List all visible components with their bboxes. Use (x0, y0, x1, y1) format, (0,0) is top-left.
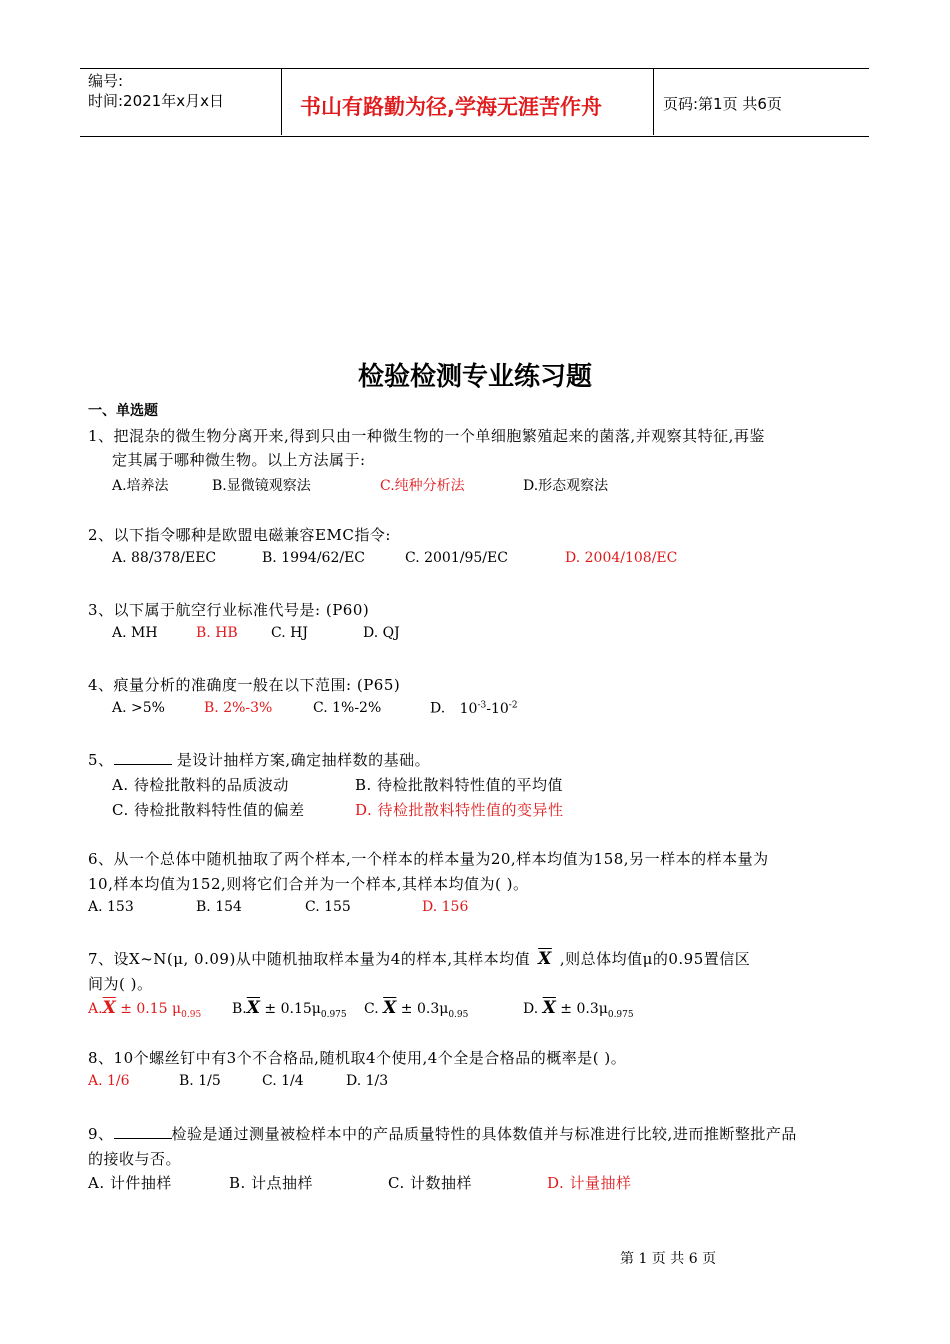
q9-option-d-answer: D. 计量抽样 (547, 1174, 632, 1192)
q4-option-d (430, 700, 518, 717)
q1-option-a: A.培养法 (112, 478, 169, 494)
q3-option-a: A. MH (112, 625, 158, 641)
question-6-text: 6、从一个总体中随机抽取了两个样本,一个样本的样本量为20,样本均值为158,另一样本的样本量为 (88, 850, 769, 868)
question-7-text: 7、设X~N(μ, 0.09)从中随机抽取样本量为4的样本,其样本均值 $\overline{X}$ ,则总体均值μ的0.95置信区 (88, 949, 751, 969)
question-7-text-cont: 间为( )。 (88, 975, 153, 993)
question-6-text-cont: 10,样本均值为152,则将它们合并为一个样本,其样本均值为( )。 (88, 875, 529, 893)
q7-option-a-answer: $A.\overline{X} \pm 0.15$ $\mu_{0.95}$ (88, 998, 202, 1020)
q5-option-b: B. 待检批散料特性值的平均值 (355, 776, 564, 794)
q2-option-d-answer: D. 2004/108/EC (565, 550, 678, 566)
question-5-text: 5、 是设计抽样方案,确定抽样数的基础。 (88, 751, 431, 769)
date-label: 时间:2021年x月x日 (88, 92, 224, 110)
q4-option-d-value: $10^{-3}-10^{-2}$ (459, 700, 518, 717)
q5-option-a: A. 待检批散料的品质波动 (112, 776, 289, 794)
q7-option-c: C. $\overline{X} \pm 0.3\mu_{0.95}$ (364, 998, 469, 1020)
q8-option-a-answer: A. 1/6 (88, 1073, 130, 1089)
fill-blank (114, 750, 172, 765)
motto: 书山有路勤为径,学海无涯苦作舟 (300, 95, 602, 119)
question-8-text: 8、10个螺丝钉中有3个不合格品,随机取4个使用,4个全是合格品的概率是( )。 (88, 1049, 627, 1067)
fill-blank (114, 1124, 172, 1139)
question-2-text: 2、以下指令哪种是欧盟电磁兼容EMC指令: (88, 526, 391, 544)
q9-option-c: C. 计数抽样 (388, 1174, 472, 1192)
q4-option-a: A. >5% (112, 700, 165, 716)
question-9-text-cont: 的接收与否。 (88, 1150, 182, 1168)
q4-option-c: C. 1%-2% (313, 700, 382, 716)
q6-option-d-answer: D. 156 (422, 899, 469, 915)
q1-option-d: D.形态观察法 (523, 478, 609, 494)
q3-option-c: C. HJ (271, 625, 308, 641)
question-1-text-cont: 定其属于哪种微生物。以上方法属于: (112, 451, 366, 469)
q2-option-c: C. 2001/95/EC (405, 550, 508, 566)
header-divider (281, 68, 282, 135)
q7-option-b: $B.\overline{X} \pm 0.15\mu_{0.975}$ (232, 998, 347, 1020)
header-divider (653, 68, 654, 135)
page-code: 页码:第1页 共6页 (663, 95, 782, 113)
q8-option-c: C. 1/4 (262, 1073, 304, 1089)
question-3-text: 3、以下属于航空行业标准代号是: (P60) (88, 601, 370, 619)
page-title: 检验检测专业练习题 (357, 362, 592, 392)
q4-option-b-answer: B. 2%-3% (204, 700, 273, 716)
q3-option-d: D. QJ (363, 625, 400, 641)
question-9-text: 9、 检验是通过测量被检样本中的产品质量特性的具体数值并与标准进行比较,进而推断整批产品 (88, 1125, 797, 1143)
q4-option-d-label: D. (430, 700, 446, 717)
question-4-text: 4、痕量分析的准确度一般在以下范围: (P65) (88, 676, 401, 694)
question-1-text: 1、把混杂的微生物分离开来,得到只由一种微生物的一个单细胞繁殖起来的菌落,并观察其特征,再鉴 (88, 427, 765, 445)
serial-label: 编号: (88, 72, 124, 90)
q7-option-d: D. $\overline{X} \pm 0.3\mu_{0.975}$ (523, 998, 634, 1020)
q5-option-d-answer: D. 待检批散料特性值的变异性 (355, 801, 564, 819)
q2-option-a: A. 88/378/EEC (112, 550, 217, 566)
section-heading: 一、单选题 (88, 403, 158, 419)
q6-option-b: B. 154 (196, 899, 242, 915)
q1-option-b: B.显微镜观察法 (212, 478, 311, 494)
q6-option-a: A. 153 (88, 899, 134, 915)
sample-mean-symbol: $\overline{X}$ (538, 949, 552, 969)
q9-option-b: B. 计点抽样 (229, 1174, 314, 1192)
q5-option-c: C. 待检批散料特性值的偏差 (112, 801, 305, 819)
q3-option-b-answer: B. HB (196, 625, 238, 641)
q8-option-d: D. 1/3 (346, 1073, 389, 1089)
q8-option-b: B. 1/5 (179, 1073, 221, 1089)
q6-option-c: C. 155 (305, 899, 351, 915)
q9-option-a: A. 计件抽样 (88, 1174, 172, 1192)
q2-option-b: B. 1994/62/EC (262, 550, 365, 566)
q1-option-c-answer: C.纯种分析法 (380, 478, 465, 494)
page-footer: 第 1 页 共 6 页 (620, 1251, 717, 1267)
